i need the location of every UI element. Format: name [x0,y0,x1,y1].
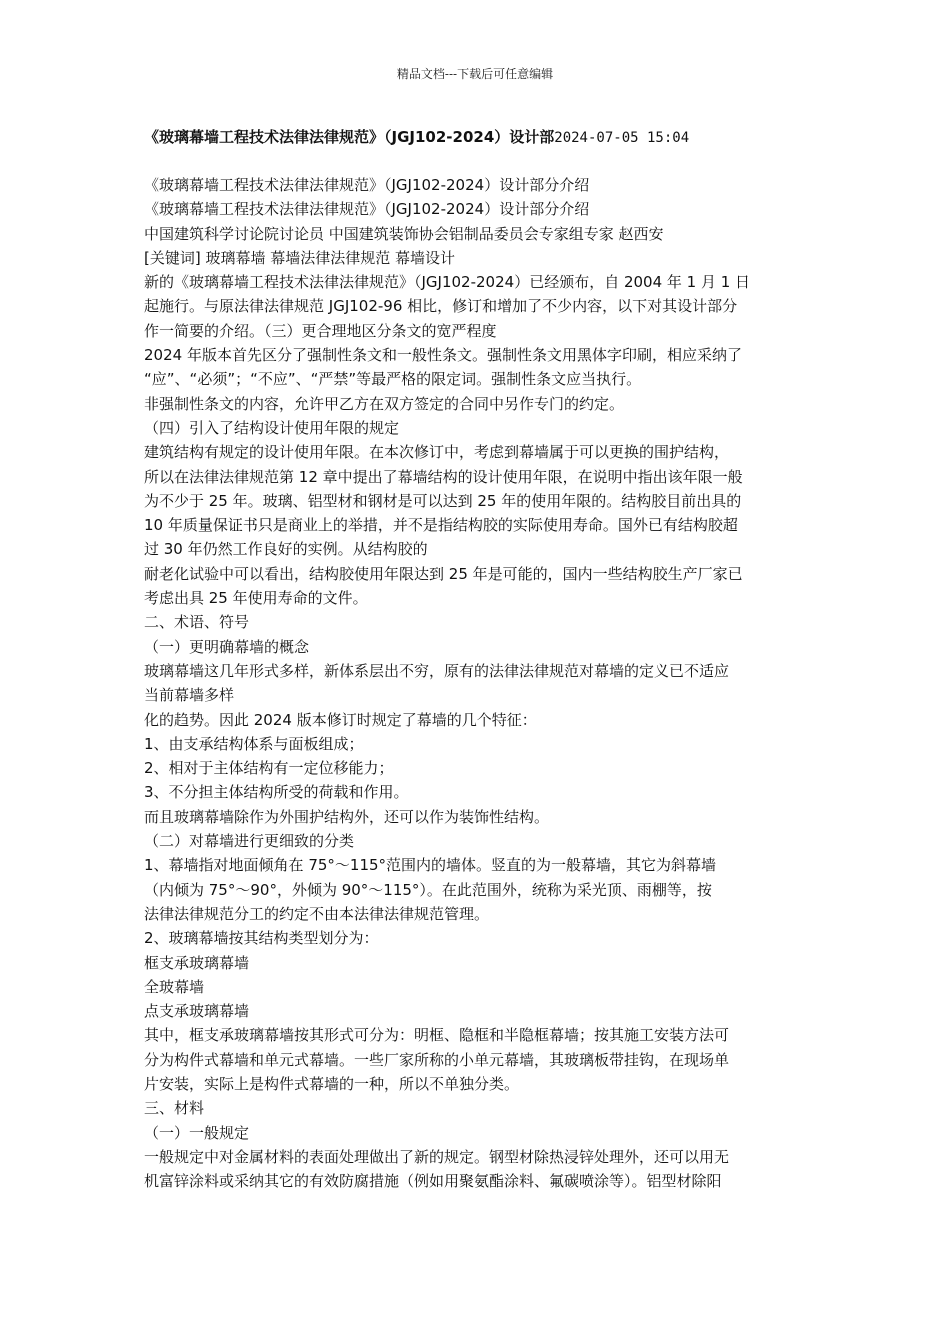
page-header: 精品文档---下载后可任意编辑 [396,67,554,81]
text-line: 作一简要的介绍。（三）更合理地区分条文的宽严程度 [144,321,497,340]
text-line: （二）对幕墙进行更细致的分类 [144,832,355,851]
text-line: 中国建筑科学讨论院讨论员 中国建筑装饰协会铝制品委员会专家组专家 赵西安 [144,224,664,243]
text-line: 《玻璃幕墙工程技术法律法律规范》（JGJ102-2024）设计部分介绍 [144,176,590,194]
text-line: 2、玻璃幕墙按其结构类型划分为： [144,929,379,948]
title-timestamp: 2024-07-05 15:04 [554,130,690,146]
text-line: 玻璃幕墙这几年形式多样，新体系层出不穷，原有的法律法律规范对幕墙的定义已不适应 [144,661,730,680]
text-line: 所以在法律法律规范第 12 章中提出了幕墙结构的设计使用年限，在说明中指出该年限一般 [144,467,743,486]
text-line: 2024 年版本首先区分了强制性条文和一般性条文。强制性条文用黑体字印刷，相应采纳了 [144,346,742,365]
text-line: 为不少于 25 年。玻璃、铝型材和钢材是可以达到 25 年的使用年限的。结构胶目前出具的 [144,491,742,510]
document-body [144,173,808,1193]
text-line: 1、由支承结构体系与面板组成； [144,734,364,753]
title-text: 《玻璃幕墙工程技术法律法律规范》（JGJ102-2024）设计部 [144,128,555,146]
text-line: [关键词] 玻璃幕墙 幕墙法律法律规范 幕墙设计 [144,248,456,267]
text-line: 分为构件式幕墙和单元式幕墙。一些厂家所称的小单元幕墙，其玻璃板带挂钩，在现场单 [144,1050,730,1069]
text-line: 而且玻璃幕墙除作为外围护结构外，还可以作为装饰性结构。 [144,807,550,826]
text-line: （四）引入了结构设计使用年限的规定 [144,418,400,437]
text-line: 起施行。与原法律法律规范 JGJ102-96 相比，修订和增加了不少内容，以下对其设计部分 [144,297,738,316]
text-line: 过 30 年仍然工作良好的实例。从结构胶的 [144,540,428,559]
text-line: 《玻璃幕墙工程技术法律法律规范》（JGJ102-2024）设计部分介绍 [144,200,590,219]
text-line: 化的趋势。因此 2024 版本修订时规定了幕墙的几个特征： [144,710,537,729]
text-line: 法律法律规范分工的约定不由本法律法律规范管理。 [144,904,490,923]
text-line: 耐老化试验中可以看出，结构胶使用年限达到 25 年是可能的，国内一些结构胶生产厂家已 [144,564,743,583]
text-line: 二、术语、符号 [144,613,250,632]
text-line: 考虑出具 25 年使用寿命的文件。 [144,589,368,608]
text-line: 一般规定中对金属材料的表面处理做出了新的规定。钢型材除热浸锌处理外，还可以用无 [144,1147,730,1166]
text-line: 10 年质量保证书只是商业上的举措，并不是指结构胶的实际使用寿命。国外已有结构胶超 [144,516,738,535]
text-line: 点支承玻璃幕墙 [144,1002,250,1021]
document-title [144,127,824,148]
text-line: （一）更明确幕墙的概念 [144,637,310,656]
text-line: 机富锌涂料或采纳其它的有效防腐措施（例如用聚氨酯涂料、氟碳喷涂等）。铝型材除阳 [144,1172,722,1191]
text-line: 新的《玻璃幕墙工程技术法律法律规范》（JGJ102-2024）已经颁布，自 2004 年 1 月 1 日 [144,273,751,292]
text-line: 全玻幕墙 [144,977,205,996]
text-line: 框支承玻璃幕墙 [144,953,250,972]
text-line: 1、幕墙指对地面倾角在 75°～115°范围内的墙体。竖直的为一般幕墙，其它为斜幕墙 [144,856,717,875]
text-line: 片安装，实际上是构件式幕墙的一种，所以不单独分类。 [144,1074,520,1093]
text-line: “应”、“必须”；“不应”、“严禁”等最严格的限定词。强制性条文应当执行。 [144,370,642,389]
text-line: 2、相对于主体结构有一定位移能力； [144,759,394,778]
text-line: 非强制性条文的内容，允许甲乙方在双方签定的合同中另作专门的约定。 [144,394,625,413]
text-line: 3、不分担主体结构所受的荷载和作用。 [144,783,409,802]
text-line: （一）一般规定 [144,1123,250,1142]
text-line: 当前幕墙多样 [144,686,235,705]
text-line: 建筑结构有规定的设计使用年限。在本次修订中，考虑到幕墙属于可以更换的围护结构， [144,443,730,462]
text-line: 其中，框支承玻璃幕墙按其形式可分为：明框、隐框和半隐框幕墙；按其施工安装方法可 [144,1026,730,1045]
text-line: 三、材料 [144,1099,205,1118]
text-line: （内倾为 75°～90°，外倾为 90°～115°）。在此范围外，统称为采光顶、雨棚等，按 [144,880,712,899]
